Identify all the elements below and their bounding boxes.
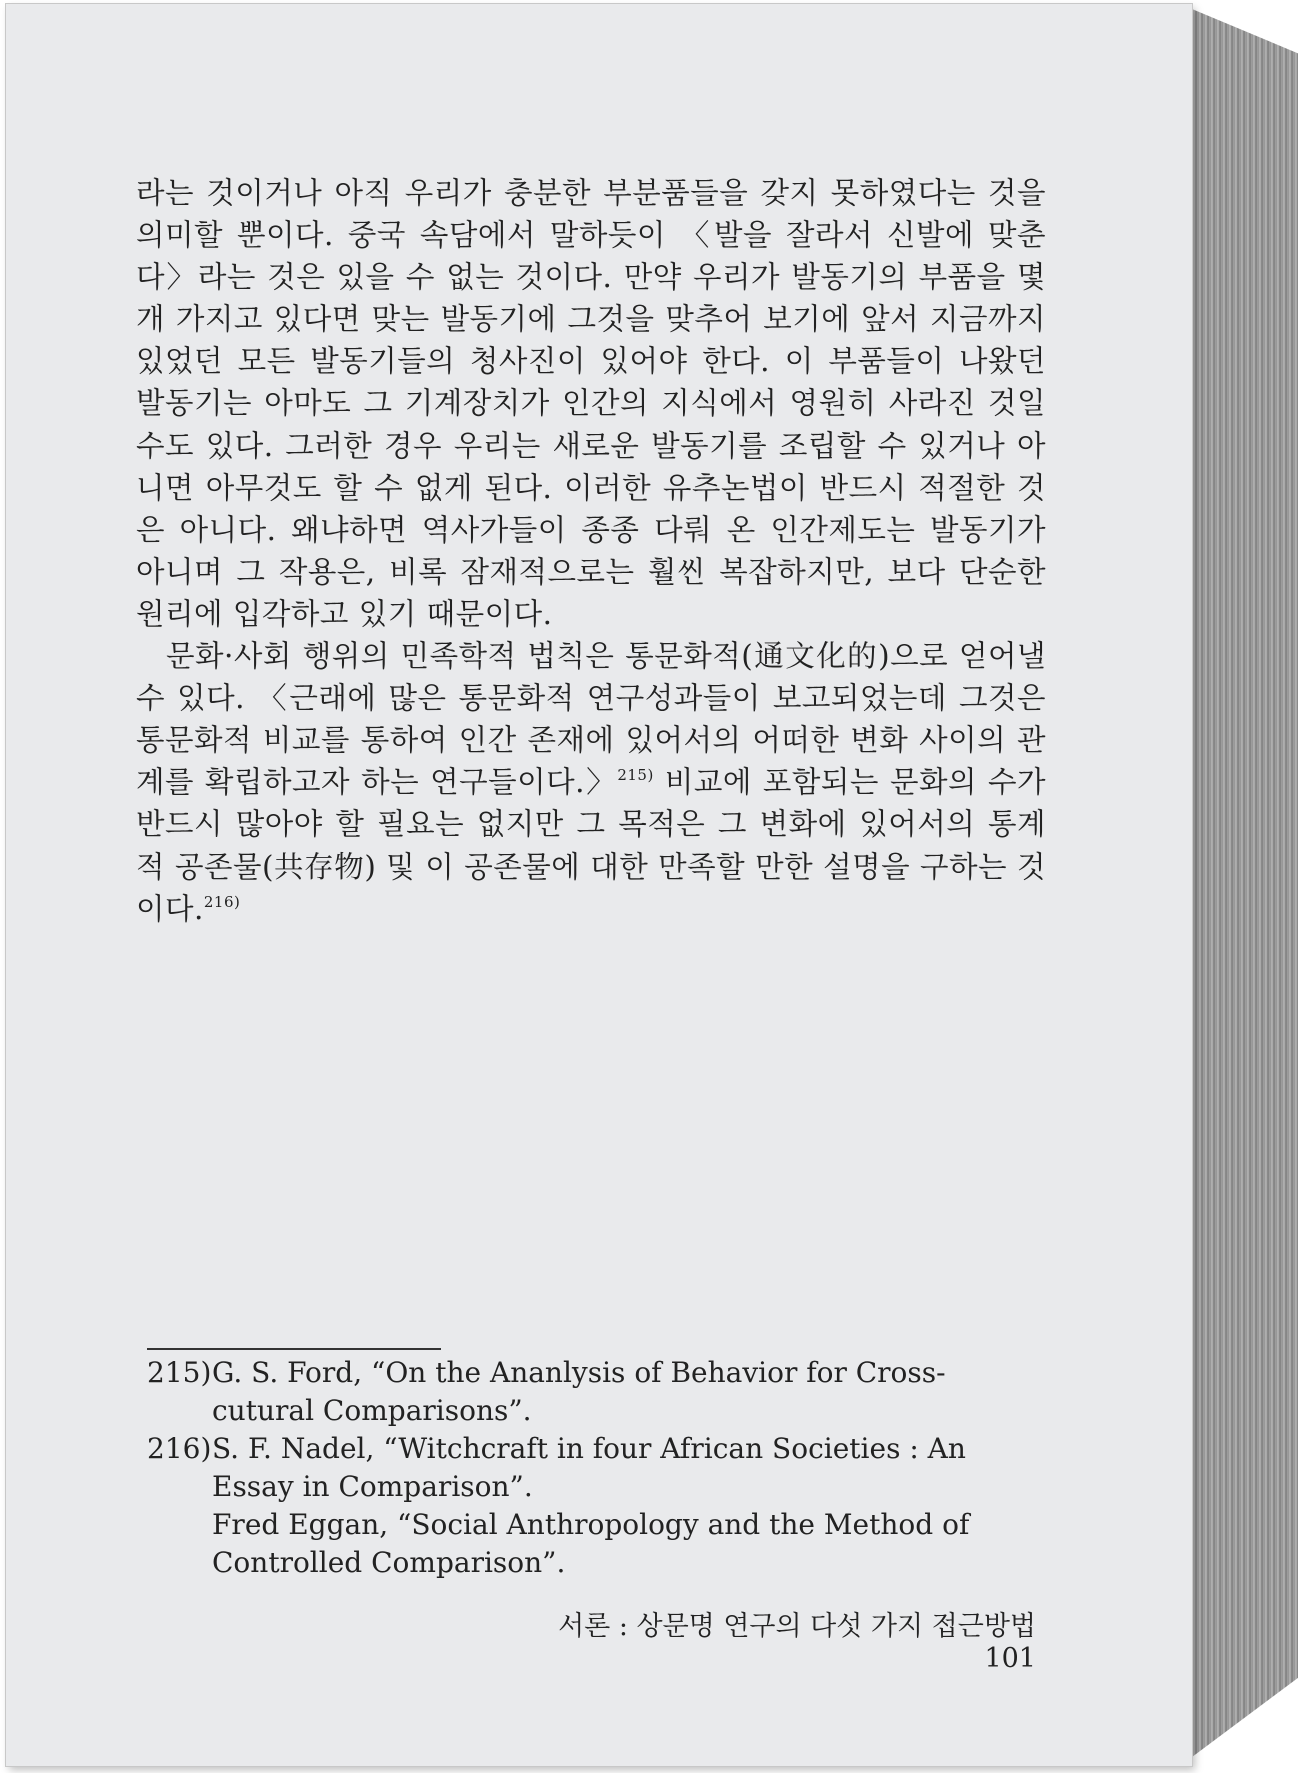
footnote [147,1430,1047,1506]
footnotes [147,1354,1047,1582]
footnote [147,1354,1047,1430]
body-text [136,172,1046,930]
footnote-text: S. F. Nadel, “Witchcraft in four African Societies : An Essay in Comparison”. [212,1432,966,1503]
paragraph-2-part-b: 비교에 포함되는 문화의 수가 반드시 많아야 할 필요는 없지만 그 목적은 그 변화에 있어서의 통계적 공존물(共存物) 및 이 공존물에 대한 만족할 만한 설명을 구하는 것이다. [136,765,1046,926]
paragraph-2-part-a: 문화·사회 행위의 민족학적 법칙은 통문화적(通文化的)으로 얻어낼 수 있다. 〈근래에 많은 통문화적 연구성과들이 보고되었는데 그것은 통문화적 비교를 통하여 인간 존재에 있어서의 어떠한 변화 사이의 관계를 확립하고자 하는 연구들이다.〉 [136,639,1046,800]
book-page [6,4,1192,1766]
footnote-ref-216: 216) [203,892,241,911]
running-title: 서론 : 상문명 연구의 다섯 가지 접근방법 [558,1611,1036,1642]
page-edges [1180,4,1298,1766]
footnote-number: 216) [147,1432,212,1465]
running-footer [476,1604,1036,1674]
footnote-divider [147,1348,441,1350]
footnote-ref-215: 215) [617,766,654,785]
paragraph-2 [136,635,1046,930]
footnote-text: Fred Eggan, “Social Anthropology and the Method of Controlled Comparison”. [212,1508,970,1579]
footnote-text: G. S. Ford, “On the Ananlysis of Behavior for Cross-cutural Comparisons”. [212,1356,946,1427]
footnote [147,1506,1047,1582]
paragraph-1: 라는 것이거나 아직 우리가 충분한 부분품들을 갖지 못하였다는 것을 의미할 뿐이다. 중국 속담에서 말하듯이 〈발을 잘라서 신발에 맞춘다〉라는 것은 있을 수 없는 것이다. 만약 우리가 발동기의 부품을 몇 개 가지고 있다면 맞는 발동기에 그것을 맞추어 보기에 앞서 지금까지 있었던 모든 발동기들의 청사진이 있어야 한다. 이 부품들이 나왔던 발동기는 아마도 그 기계장치가 인간의 지식에서 영원히 사라진 것일 수도 있다. 그러한 경우 우리는 새로운 발동기를 조립할 수 있거나 아니면 아무것도 할 수 없게 된다. 이러한 유추논법이 반드시 적절한 것은 아니다. 왜냐하면 역사가들이 종종 다뤄 온 인간제도는 발동기가 아니며 그 작용은, 비록 잠재적으로는 훨씬 복잡하지만, 보다 단순한 원리에 입각하고 있기 때문이다. [136,176,1046,631]
footnote-number: 215) [147,1356,212,1389]
footnote-number [147,1506,212,1582]
page-number: 101 [984,1643,1036,1674]
